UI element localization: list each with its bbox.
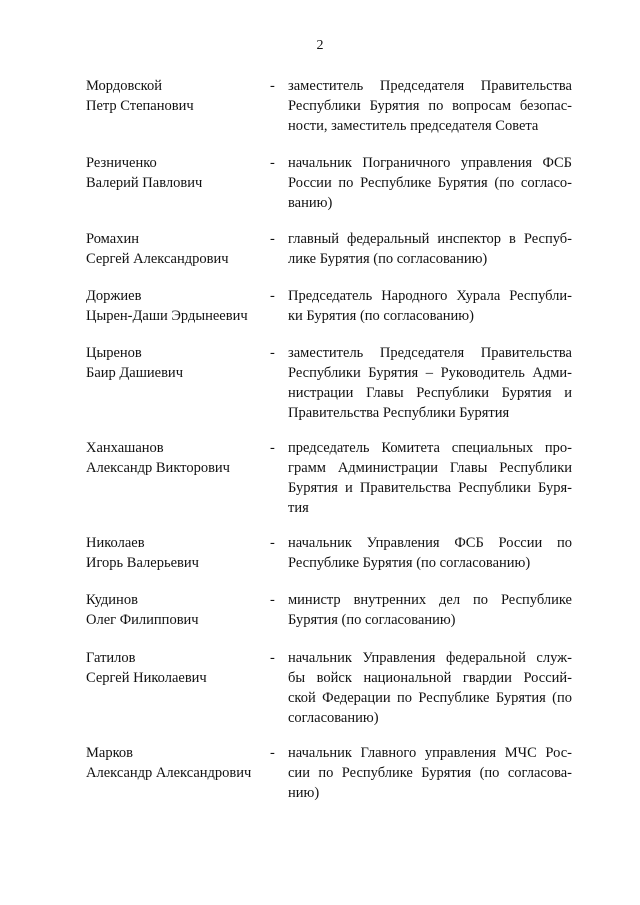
member-given-names: Олег Филиппович — [86, 612, 199, 628]
member-name — [86, 743, 266, 783]
position-line: ской Федерации по Республике Бурятия (по — [288, 690, 572, 706]
position-line: Бурятия (по согласованию) — [288, 612, 456, 628]
member-given-names: Игорь Валерьевич — [86, 555, 199, 571]
position-line: начальник Пограничного управления ФСБ — [288, 155, 572, 171]
separator-dash: - — [270, 440, 275, 456]
member-position — [288, 76, 572, 136]
position-line: нистрации Главы Республики Бурятия и — [288, 385, 572, 401]
member-position — [288, 743, 572, 803]
position-line: нию) — [288, 785, 320, 801]
member-surname: Ханхашанов — [86, 440, 164, 456]
member-surname: Кудинов — [86, 592, 138, 608]
member-name — [86, 76, 266, 116]
member-given-names: Валерий Павлович — [86, 175, 203, 191]
position-line: бы войск национальной гвардии Россий- — [288, 670, 572, 686]
member-surname: Гатилов — [86, 650, 136, 666]
member-name — [86, 153, 266, 193]
position-line: начальник Главного управления МЧС Рос- — [288, 745, 572, 761]
member-position — [288, 153, 572, 213]
member-position — [288, 343, 572, 423]
member-position — [288, 229, 572, 269]
page-number: 2 — [316, 38, 324, 53]
member-name — [86, 343, 266, 383]
position-line: начальник Управления ФСБ России по — [288, 535, 572, 551]
position-line: ности, заместитель председателя Совета — [288, 118, 539, 134]
member-position — [288, 648, 572, 728]
member-given-names: Сергей Александрович — [86, 251, 229, 267]
member-name — [86, 590, 266, 630]
position-line: Председатель Народного Хурала Республи- — [288, 288, 572, 304]
member-given-names: Петр Степанович — [86, 98, 194, 114]
position-line: Республики Бурятия – Руководитель Адми- — [288, 365, 572, 381]
position-line: согласованию) — [288, 710, 379, 726]
separator-dash: - — [270, 535, 275, 551]
member-given-names: Сергей Николаевич — [86, 670, 207, 686]
position-line: лике Бурятия (по согласованию) — [288, 251, 488, 267]
separator-dash: - — [270, 650, 275, 666]
member-surname: Ромахин — [86, 231, 139, 247]
position-line: Правительства Республики Бурятия — [288, 405, 510, 421]
position-line: начальник Управления федеральной служ- — [288, 650, 572, 666]
member-name — [86, 229, 266, 269]
member-position — [288, 286, 572, 326]
separator-dash: - — [270, 78, 275, 94]
member-surname: Марков — [86, 745, 133, 761]
position-line: сии по Республике Бурятия (по согласова- — [288, 765, 572, 781]
separator-dash: - — [270, 745, 275, 761]
position-line: Республике Бурятия (по согласованию) — [288, 555, 531, 571]
separator-dash: - — [270, 155, 275, 171]
member-surname: Цыренов — [86, 345, 142, 361]
position-line: заместитель Председателя Правительства — [288, 345, 572, 361]
position-line: грамм Администрации Главы Республики — [288, 460, 572, 476]
member-position — [288, 438, 572, 518]
position-line: главный федеральный инспектор в Респуб- — [288, 231, 572, 247]
position-line: ки Бурятия (по согласованию) — [288, 308, 474, 324]
position-line: Бурятия и Правительства Республики Буря- — [288, 480, 572, 496]
member-surname: Мордовской — [86, 78, 162, 94]
member-surname: Доржиев — [86, 288, 142, 304]
separator-dash: - — [270, 231, 275, 247]
member-surname: Резниченко — [86, 155, 157, 171]
position-line: Республики Бурятия по вопросам безопас- — [288, 98, 572, 114]
member-given-names: Александр Александрович — [86, 765, 252, 781]
member-name — [86, 533, 266, 573]
member-given-names: Баир Дашиевич — [86, 365, 183, 381]
member-name — [86, 438, 266, 478]
member-surname: Николаев — [86, 535, 145, 551]
position-line: России по Республике Бурятия (по согласо- — [288, 175, 572, 191]
position-line: председатель Комитета специальных про- — [288, 440, 572, 456]
position-line: ванию) — [288, 195, 333, 211]
member-position — [288, 533, 572, 573]
separator-dash: - — [270, 288, 275, 304]
member-name — [86, 648, 266, 688]
member-position — [288, 590, 572, 630]
position-line: заместитель Председателя Правительства — [288, 78, 572, 94]
position-line: тия — [288, 500, 309, 516]
separator-dash: - — [270, 592, 275, 608]
separator-dash: - — [270, 345, 275, 361]
member-given-names: Александр Викторович — [86, 460, 230, 476]
member-name — [86, 286, 266, 326]
position-line: министр внутренних дел по Республике — [288, 592, 572, 608]
member-given-names: Цырен-Даши Эрдынеевич — [86, 308, 248, 324]
